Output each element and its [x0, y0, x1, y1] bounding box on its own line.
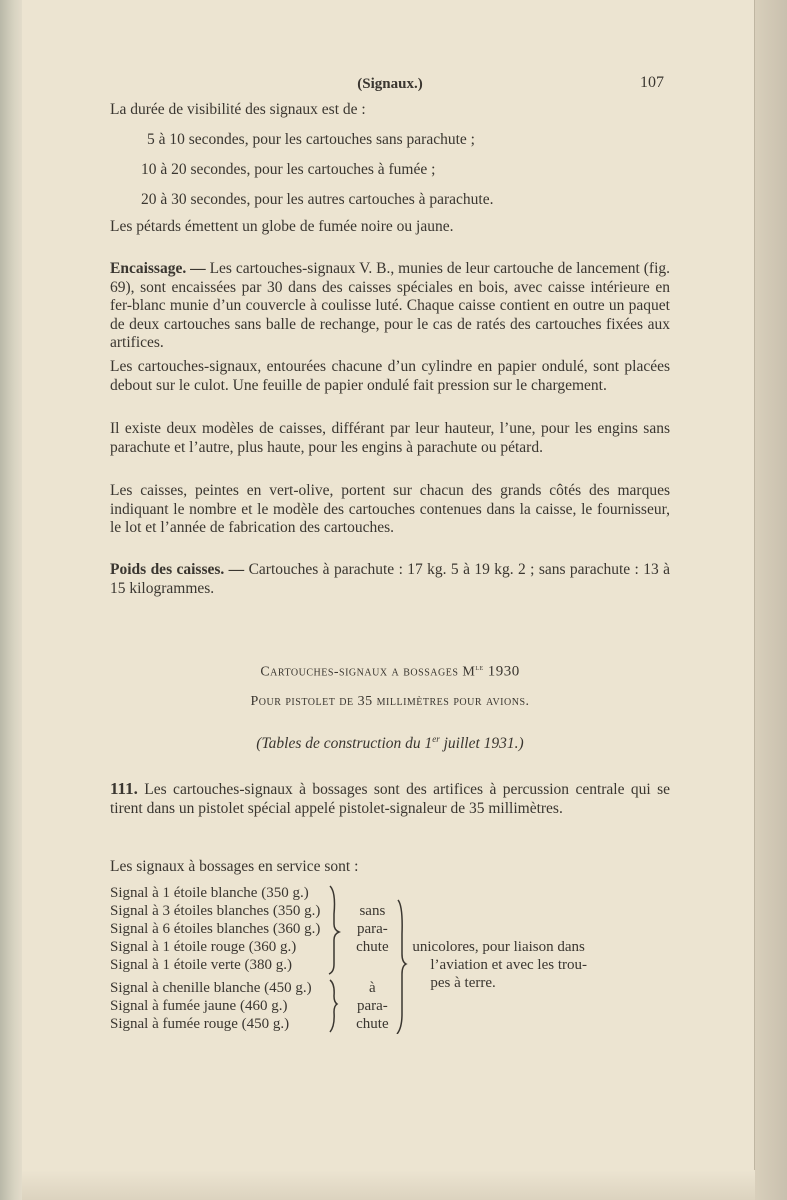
- signal-item: Signal à chenille blanche (450 g.): [110, 980, 312, 996]
- paragraph-111-text: Les cartouches-signaux à bossages sont des artifices à percussion centrale qui se tirent dans un pistolet spécial appelé pistolet-signaleur de 35 millimètres.: [110, 781, 671, 817]
- brace-label: para-: [356, 998, 388, 1014]
- section-title-year: 1930: [487, 663, 520, 680]
- signal-item: Signal à fumée rouge (450 g.): [110, 1016, 290, 1032]
- usage-line: pes à terre.: [430, 975, 496, 991]
- scan-left-edge: [0, 0, 22, 1200]
- poids-paragraph: [110, 561, 670, 598]
- paragraph: Les cartouches-signaux, entourées chacune d’un cylindre en papier ondulé, sont placées debout sur le culot. Une feuille de papier ondulé fait pression sur le chargement.: [110, 358, 670, 394]
- page-number: 107: [640, 74, 664, 91]
- paragraph: Les caisses, peintes en vert-olive, portent sur chacun des grands côtés des marques indiquant le nombre et le modèle des cartouches contenues dans la caisse, le fournisseur, le lot et l’année de fabrication des cartouches.: [110, 482, 670, 536]
- brace-label: sans: [359, 903, 386, 919]
- section-title-text: Cartouches-signaux a bossages M: [260, 664, 476, 680]
- signal-item: Signal à fumée jaune (460 g.): [110, 998, 288, 1014]
- signal-item: Signal à 1 étoile blanche (350 g.): [110, 885, 309, 901]
- section-note-text: (Tables de construction du 1: [256, 735, 433, 753]
- signals-table: [110, 884, 587, 1033]
- encaissage-paragraph: [110, 260, 670, 353]
- encaissage-heading: Encaissage. —: [110, 260, 206, 277]
- signal-item: Signal à 1 étoile rouge (360 g.): [110, 939, 297, 955]
- section-title: [110, 658, 670, 682]
- brace-label: à: [369, 980, 376, 996]
- signal-item: Signal à 1 étoile verte (380 g.): [110, 957, 293, 973]
- brace-icon: [394, 884, 412, 1034]
- signal-item: Signal à 6 étoiles blanches (360 g.): [110, 921, 321, 937]
- visibility-item: 10 à 20 secondes, pour les cartouches à fumée ;: [141, 161, 436, 178]
- paragraph: Il existe deux modèles de caisses, différant par leur hauteur, l’une, pour les engins sans parachute et l’autre, plus haute, pour les engins à parachute ou pétard.: [110, 420, 670, 456]
- section-note-end: juillet 1931.): [439, 735, 524, 753]
- section-title-sup: le: [475, 662, 484, 672]
- section-note-sup: er: [432, 734, 440, 744]
- signal-item: Signal à 3 étoiles blanches (350 g.): [110, 903, 321, 919]
- brace-label: chute: [356, 1016, 389, 1032]
- visibility-item: 20 à 30 secondes, pour les autres cartouches à parachute.: [141, 191, 494, 208]
- brace-label: chute: [356, 939, 389, 955]
- section-note: [110, 730, 670, 754]
- running-header: (Signaux.): [357, 76, 423, 92]
- brace-icon: [320, 884, 350, 1034]
- brace-label: para-: [356, 921, 388, 937]
- petards-text: Les pétards émettent un globe de fumée noire ou jaune.: [110, 218, 454, 235]
- section-subtitle: Pour pistolet de 35 millimètres pour avions.: [250, 694, 530, 709]
- poids-heading: Poids des caisses. —: [110, 561, 245, 578]
- visibility-intro: La durée de visibilité des signaux est de :: [110, 101, 366, 118]
- signals-intro: Les signaux à bossages en service sont :: [110, 858, 359, 875]
- visibility-item: 5 à 10 secondes, pour les cartouches sans parachute ;: [147, 131, 475, 148]
- paragraph-111: [110, 780, 670, 818]
- scan-right-edge: [754, 0, 787, 1200]
- encaissage-text: Les cartouches-signaux V. B., munies de leur cartouche de lancement (fig. 69), sont encaissées par 30 dans des caisses spéciales en bois, avec caisse intérieure en fer-blanc munie d’un couvercle à coulisse luté. Chaque caisse contient en outre un paquet de deux cartouches sans balle de rechange, pour le cas de ratés des cartouches fixées aux artifices.: [110, 260, 670, 351]
- usage-line: unicolores, pour liaison dans: [412, 939, 585, 955]
- paragraph-number: 111.: [110, 779, 138, 798]
- poids-text: Cartouches à parachute : 17 kg. 5 à 19 kg. 2 ; sans parachute : 13 à 15 kilogrammes.: [110, 561, 671, 597]
- usage-line: l’aviation et avec les trou-: [430, 957, 587, 973]
- scan-bottom-edge: [22, 1170, 755, 1200]
